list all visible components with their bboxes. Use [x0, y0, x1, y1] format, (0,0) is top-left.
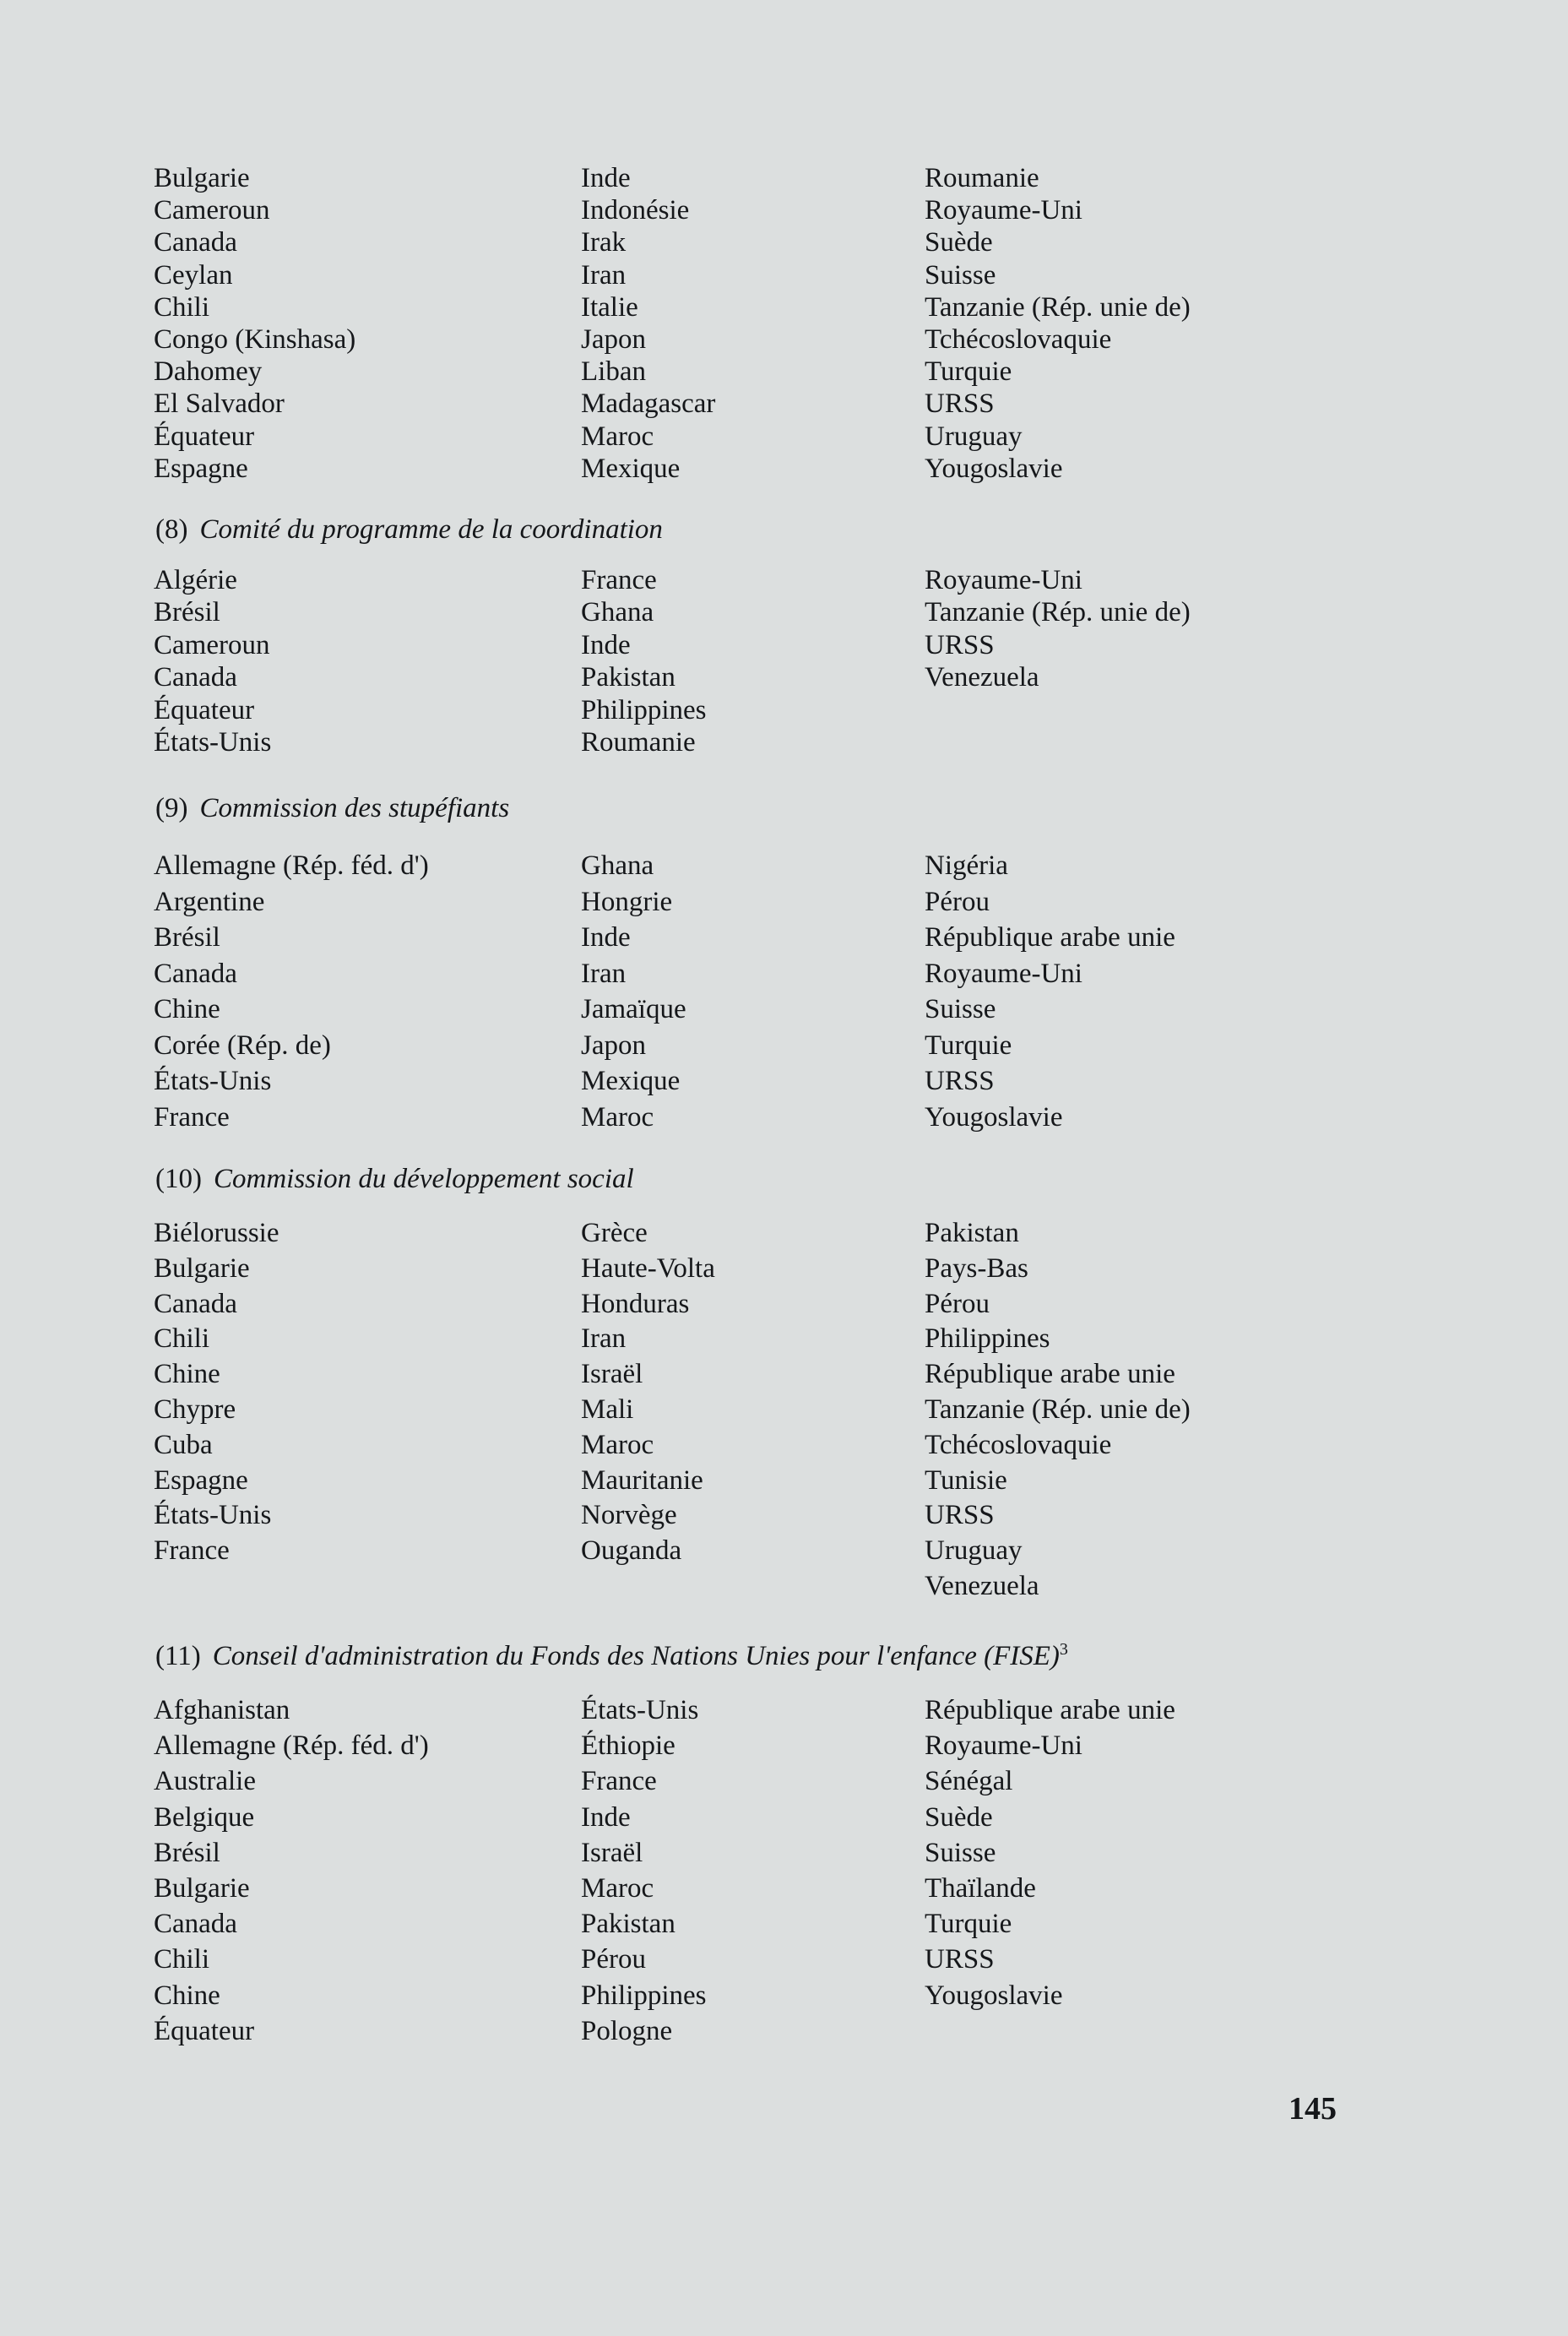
- country-name: Éthiopie: [581, 1730, 675, 1762]
- section-number: (8): [155, 514, 188, 545]
- country-name: Suède: [925, 227, 993, 258]
- country-name: Canada: [154, 1288, 237, 1319]
- country-name: Australie: [154, 1766, 256, 1797]
- country-name: Mauritanie: [581, 1464, 703, 1496]
- country-name: Brésil: [154, 922, 220, 953]
- country-name: Tanzanie (Rép. unie de): [925, 291, 1191, 323]
- country-name: Inde: [581, 163, 631, 193]
- country-name: France: [154, 1101, 230, 1133]
- page-number: 145: [1289, 2091, 1337, 2127]
- country-name: Madagascar: [581, 388, 716, 420]
- country-name: Pakistan: [581, 1909, 675, 1940]
- section-heading-8: [155, 514, 663, 546]
- section-title: Commission du développement social: [213, 1164, 634, 1194]
- country-name: Suède: [925, 1801, 993, 1833]
- country-name: Iran: [581, 1323, 627, 1355]
- country-name: Turquie: [925, 1029, 1012, 1061]
- country-name: URSS: [925, 629, 995, 660]
- section-title: Comité du programme de la coordination: [199, 514, 663, 545]
- column-2: [581, 162, 715, 485]
- country-name: Yougoslavie: [925, 453, 1063, 484]
- country-name: Uruguay: [925, 421, 1023, 452]
- country-name: Espagne: [154, 1464, 248, 1496]
- country-name: Suisse: [925, 1837, 996, 1868]
- country-name: Israël: [581, 1359, 643, 1390]
- country-name: Yougoslavie: [925, 1101, 1063, 1133]
- country-name: Pologne: [581, 2015, 673, 2046]
- country-name: Tanzanie (Rép. unie de): [925, 597, 1191, 628]
- country-name: Allemagne (Rép. féd. d'): [154, 1730, 429, 1762]
- country-name: Pérou: [581, 1944, 646, 1975]
- country-name: Afghanistan: [154, 1695, 290, 1725]
- country-name: Pérou: [925, 886, 990, 917]
- country-name: URSS: [925, 1944, 995, 1975]
- column-3: [925, 1216, 1191, 1605]
- column-3: [925, 848, 1175, 1135]
- country-name: Philippines: [925, 1323, 1050, 1355]
- column-3: [925, 162, 1191, 485]
- country-name: Suisse: [925, 994, 996, 1024]
- country-name: Honduras: [581, 1288, 690, 1319]
- country-name: Haute-Volta: [581, 1252, 715, 1284]
- country-name: Bulgarie: [154, 1252, 250, 1284]
- country-name: Pakistan: [925, 1218, 1019, 1248]
- country-name: Bulgarie: [154, 1873, 250, 1904]
- country-name: Tanzanie (Rép. unie de): [925, 1393, 1191, 1425]
- section-title: Conseil d'administration du Fonds des Nations Unies pour l'enfance (FISE): [212, 1641, 1060, 1671]
- country-name: Équateur: [154, 694, 255, 725]
- country-name: Tchécoslovaquie: [925, 1429, 1112, 1460]
- country-name: Roumanie: [925, 163, 1039, 193]
- country-name: Turquie: [925, 356, 1012, 388]
- country-name: Venezuela: [925, 662, 1039, 693]
- country-name: Inde: [581, 1801, 631, 1833]
- country-name: Philippines: [581, 1980, 707, 2011]
- country-name: El Salvador: [154, 388, 285, 420]
- country-name: Mali: [581, 1393, 634, 1425]
- column-2: [581, 1692, 707, 2049]
- section-number: (10): [155, 1164, 202, 1194]
- country-name: États-Unis: [581, 1695, 699, 1725]
- country-name: Canada: [154, 1909, 237, 1940]
- country-name: Tunisie: [925, 1464, 1007, 1496]
- country-name: Royaume-Uni: [925, 958, 1082, 989]
- country-name: Algérie: [154, 565, 237, 595]
- country-name: Ceylan: [154, 259, 233, 291]
- country-name: Chypre: [154, 1393, 236, 1425]
- column-3: [925, 564, 1191, 694]
- column-1: [154, 564, 271, 758]
- country-name: Équateur: [154, 421, 255, 452]
- country-name: Canada: [154, 227, 237, 258]
- country-name: Israël: [581, 1837, 643, 1868]
- country-name: France: [581, 565, 657, 595]
- country-name: Sénégal: [925, 1766, 1013, 1797]
- country-name: États-Unis: [154, 1066, 272, 1096]
- country-name: Liban: [581, 356, 646, 388]
- country-name: États-Unis: [154, 727, 272, 758]
- country-name: Grèce: [581, 1218, 648, 1248]
- country-name: Chili: [154, 291, 210, 323]
- country-name: URSS: [925, 1500, 995, 1531]
- country-name: Ghana: [581, 850, 654, 881]
- column-3: [925, 1692, 1175, 2013]
- country-name: Pakistan: [581, 662, 675, 693]
- country-name: Philippines: [581, 694, 707, 725]
- country-name: Yougoslavie: [925, 1980, 1063, 2011]
- country-name: Royaume-Uni: [925, 195, 1082, 226]
- country-name: Inde: [581, 629, 631, 660]
- country-name: États-Unis: [154, 1500, 272, 1531]
- column-2: [581, 1216, 715, 1569]
- country-name: Maroc: [581, 1429, 654, 1460]
- country-name: Irak: [581, 227, 627, 258]
- country-name: Nigéria: [925, 850, 1008, 881]
- country-name: Uruguay: [925, 1535, 1023, 1567]
- country-name: URSS: [925, 1066, 995, 1096]
- country-name: Corée (Rép. de): [154, 1029, 331, 1061]
- country-name: Royaume-Uni: [925, 1730, 1082, 1762]
- country-name: Chine: [154, 1980, 220, 2011]
- section-heading-10: [155, 1164, 634, 1195]
- country-name: France: [154, 1535, 230, 1567]
- country-name: Congo (Kinshasa): [154, 324, 356, 356]
- country-name: Inde: [581, 922, 631, 953]
- country-name: Brésil: [154, 1837, 220, 1868]
- column-2: [581, 564, 707, 758]
- country-name: Belgique: [154, 1801, 255, 1833]
- section-heading-9: [155, 793, 509, 824]
- country-name: Suisse: [925, 259, 996, 291]
- country-name: République arabe unie: [925, 1695, 1175, 1725]
- column-1: [154, 848, 429, 1135]
- country-name: République arabe unie: [925, 922, 1175, 953]
- country-name: Mexique: [581, 453, 681, 484]
- column-1: [154, 1216, 279, 1569]
- country-name: Espagne: [154, 453, 248, 484]
- country-name: Cuba: [154, 1429, 213, 1460]
- country-name: Norvège: [581, 1500, 677, 1531]
- country-name: Cameroun: [154, 629, 270, 660]
- country-name: Maroc: [581, 1873, 654, 1904]
- section-heading-11: [155, 1640, 1068, 1672]
- country-name: Turquie: [925, 1909, 1012, 1940]
- country-name: Bulgarie: [154, 163, 250, 193]
- country-name: Italie: [581, 291, 638, 323]
- section-title: Commission des stupéfiants: [199, 793, 510, 823]
- country-name: France: [581, 1766, 657, 1797]
- country-name: Chili: [154, 1323, 210, 1355]
- country-name: Venezuela: [925, 1570, 1039, 1601]
- country-name: Dahomey: [154, 356, 263, 388]
- country-name: Hongrie: [581, 886, 673, 917]
- country-name: Roumanie: [581, 727, 696, 758]
- column-2: [581, 848, 686, 1135]
- section-number: (11): [155, 1641, 201, 1671]
- country-name: Allemagne (Rép. féd. d'): [154, 850, 429, 881]
- footnote-mark: 3: [1059, 1640, 1068, 1659]
- country-name: Chili: [154, 1944, 210, 1975]
- country-name: Jamaïque: [581, 994, 686, 1024]
- country-name: Royaume-Uni: [925, 565, 1082, 595]
- country-name: Japon: [581, 324, 646, 356]
- country-name: Japon: [581, 1029, 646, 1061]
- country-name: Iran: [581, 958, 627, 989]
- country-name: Canada: [154, 662, 237, 693]
- country-name: Chine: [154, 1359, 220, 1390]
- country-name: URSS: [925, 388, 995, 420]
- country-name: Chine: [154, 994, 220, 1024]
- column-1: [154, 1692, 429, 2049]
- country-name: Thaïlande: [925, 1873, 1036, 1904]
- country-name: Biélorussie: [154, 1218, 279, 1248]
- country-name: Tchécoslovaquie: [925, 324, 1112, 356]
- country-name: Maroc: [581, 421, 654, 452]
- country-name: Maroc: [581, 1101, 654, 1133]
- country-name: Pays-Bas: [925, 1252, 1028, 1284]
- country-name: Canada: [154, 958, 237, 989]
- country-name: Brésil: [154, 597, 220, 628]
- section-number: (9): [155, 793, 188, 823]
- country-name: Cameroun: [154, 195, 270, 226]
- country-name: Pérou: [925, 1288, 990, 1319]
- country-name: Indonésie: [581, 195, 690, 226]
- country-name: Argentine: [154, 886, 265, 917]
- country-name: République arabe unie: [925, 1359, 1175, 1390]
- country-name: Ghana: [581, 597, 654, 628]
- country-name: Équateur: [154, 2015, 255, 2046]
- country-name: Ouganda: [581, 1535, 682, 1567]
- country-name: Iran: [581, 259, 627, 291]
- column-1: [154, 162, 355, 485]
- country-name: Mexique: [581, 1066, 681, 1096]
